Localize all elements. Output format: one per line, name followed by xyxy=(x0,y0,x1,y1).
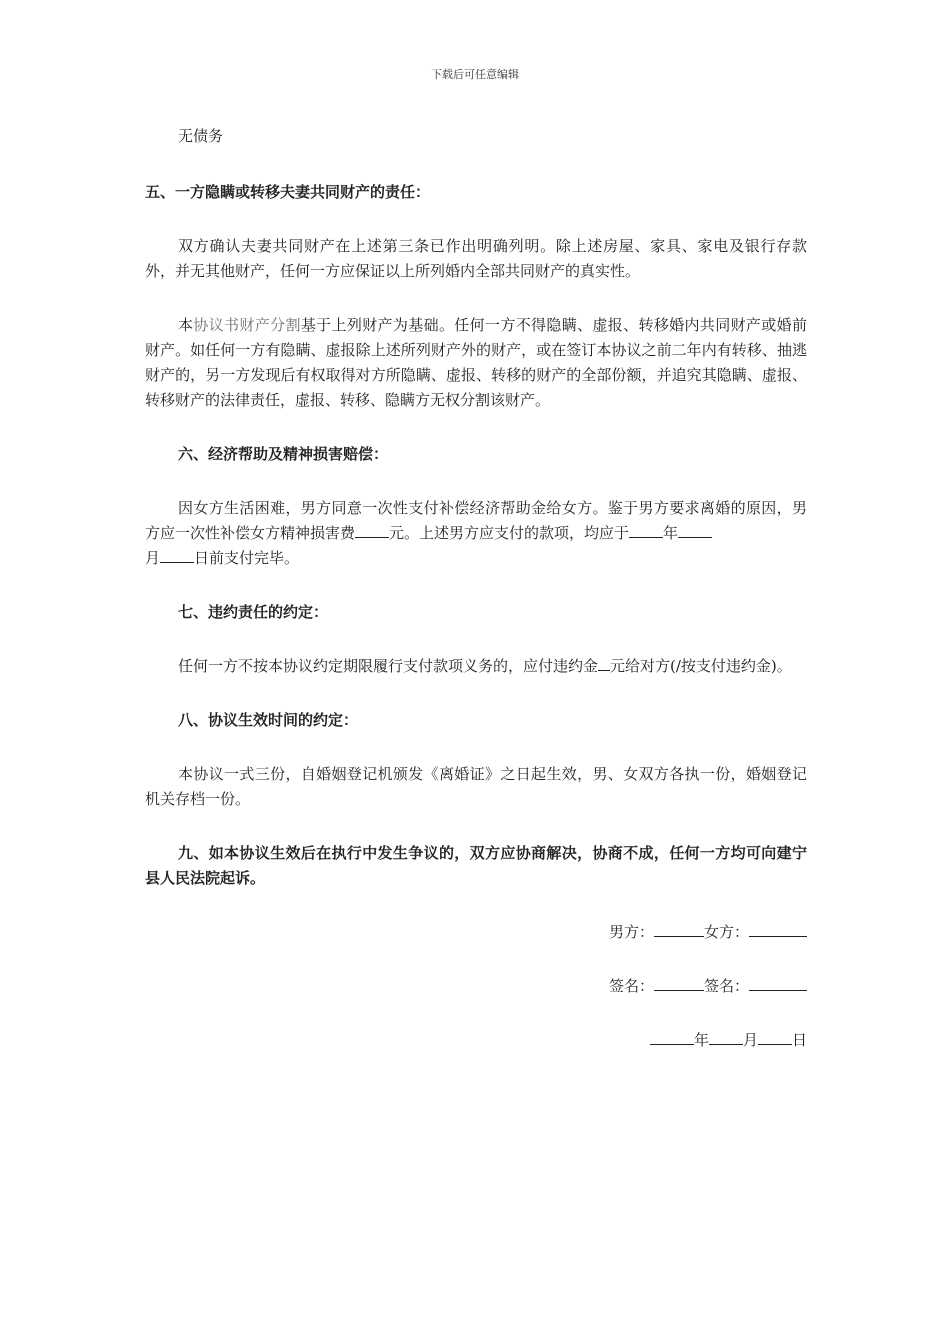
blank-year xyxy=(629,523,663,538)
s6-text-1: 因女方生活困难，男方同意一次性支付补偿经济帮助金给女方。鉴于男方要求离婚的原因，男方应一次性补偿女方精神损害费 xyxy=(145,499,807,542)
section-6-paragraph xyxy=(145,496,807,571)
section-6-title: 六、经济帮助及精神损害赔偿： xyxy=(178,445,389,463)
signature-blank-1 xyxy=(654,976,704,991)
agreement-link[interactable]: 协议书财产分割 xyxy=(193,316,301,334)
date-month-label: 月 xyxy=(742,1031,758,1049)
section-5-title: 五、一方隐瞒或转移夫妻共同财产的责任： xyxy=(145,183,431,201)
blank-penalty xyxy=(598,656,610,671)
section-8-title: 八、协议生效时间的约定： xyxy=(178,711,359,729)
signature-line xyxy=(145,974,807,999)
s6-text-2: 元。上述男方应支付的款项，均应于 xyxy=(389,524,630,542)
section-9-paragraph: 九、如本协议生效后在执行中发生争议的，双方应协商解决，协商不成，任何一方均可向建宁县人民法院起诉。 xyxy=(145,844,807,887)
male-label: 男方： xyxy=(608,923,654,941)
blank-month-line xyxy=(678,523,712,538)
party-line xyxy=(145,920,807,945)
signature-blank-2 xyxy=(749,976,807,991)
signature-label-2: 签名： xyxy=(703,977,749,995)
blank-day xyxy=(160,548,194,563)
s7-text-2: 元给对方(/按支付违约金)。 xyxy=(610,657,792,675)
female-label: 女方： xyxy=(703,923,749,941)
date-year-label: 年 xyxy=(693,1031,709,1049)
s7-text-1: 任何一方不按本协议约定期限履行支付款项义务的，应付违约金 xyxy=(178,657,599,675)
s6-year-label: 年 xyxy=(663,524,679,542)
section-7-title: 七、违约责任的约定： xyxy=(178,603,329,621)
date-month-blank xyxy=(709,1030,743,1045)
signature-label-1: 签名： xyxy=(608,977,654,995)
document-body xyxy=(145,120,807,1053)
p2-start: 本 xyxy=(178,316,194,334)
section-8-paragraph: 本协议一式三份，自婚姻登记机颁发《离婚证》之日起生效，男、女双方各执一份，婚姻登记机关存档一份。 xyxy=(145,765,807,808)
section-7-paragraph xyxy=(145,654,807,679)
s6-text-end: 日前支付完毕。 xyxy=(194,549,300,567)
debt-paragraph: 无债务 xyxy=(178,127,224,145)
blank-amount xyxy=(355,523,389,538)
s6-month-label: 月 xyxy=(145,549,161,567)
date-year-blank xyxy=(650,1030,694,1045)
section-5-paragraph-2 xyxy=(145,313,807,413)
p2-rest: 基于上列财产为基础。任何一方不得隐瞒、虚报、转移婚内共同财产或婚前财产。如任何一方有隐瞒、虚报除上述所列财产外的财产，或在签订本协议之前二年内有转移、抽逃财产的，另一方发现后有权取得对方所隐瞒、虚报、转移的财产的全部份额，并追究其隐瞒、虚报、转移财产的法律责任，虚报、转移、隐瞒方无权分割该财产。 xyxy=(145,316,807,409)
date-day-label: 日 xyxy=(791,1031,807,1049)
section-5-paragraph-1: 双方确认夫妻共同财产在上述第三条已作出明确列明。除上述房屋、家具、家电及银行存款外，并无其他财产，任何一方应保证以上所列婚内全部共同财产的真实性。 xyxy=(145,237,807,280)
date-day-blank xyxy=(758,1030,792,1045)
page-header: 下载后可任意编辑 xyxy=(431,68,519,81)
date-line xyxy=(145,1028,807,1053)
female-blank xyxy=(749,922,807,937)
male-blank xyxy=(654,922,704,937)
